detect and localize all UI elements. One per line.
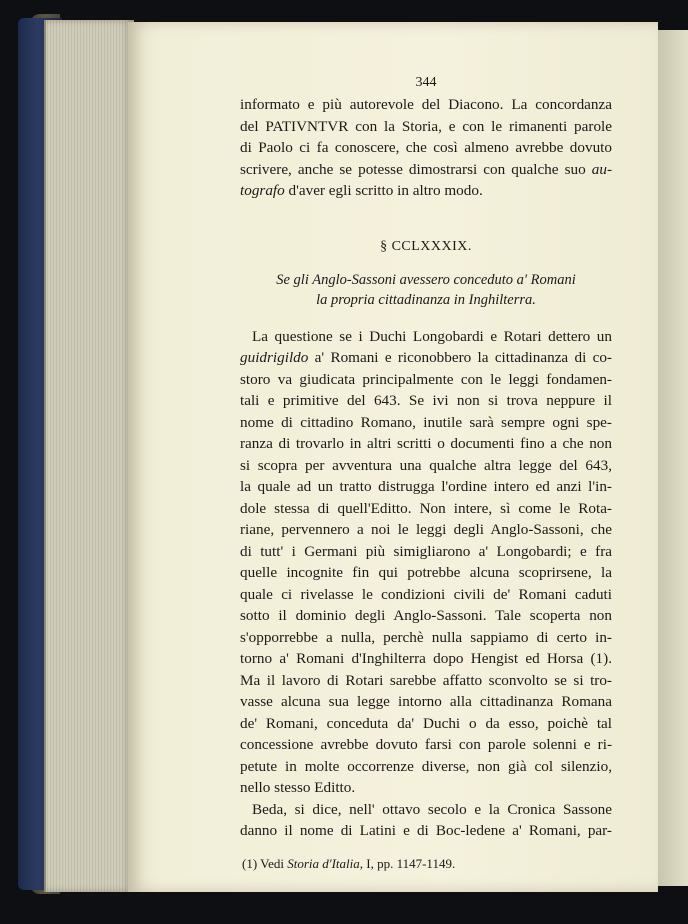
section-title-line: la propria cittadinanza in Inghilterra.: [316, 291, 536, 308]
text-line: [240, 180, 612, 202]
text-run: scrivere, anche se potesse dimostrarsi con qualche suo: [240, 160, 592, 178]
text-line: nome di cittadino Romano, inutile sarà sempre ogni spe-: [240, 413, 612, 431]
text-line: Ma il lavoro di Rotari sarebbe affatto sconvolto se si tro-: [240, 671, 612, 689]
italic-run: tografo: [240, 182, 285, 199]
text-line: de' Romani, conceduta da' Duchi o da esso, poichè tal: [240, 714, 612, 732]
section-heading: § CCLXXXIX.: [380, 238, 472, 254]
text-line: si scopra per avventura una qualche altra legge del 643,: [240, 456, 612, 474]
text-line: vasse alcuna sua legge intorno alla cittadinanza Romana: [240, 693, 612, 710]
text-run: d'aver egli scritto in altro modo.: [284, 182, 483, 199]
page-text: [240, 72, 612, 874]
text-line: concessione avrebbe dovuto farsi con parole solenni e ri-: [240, 736, 612, 753]
footnote-prefix: (1) Vedi: [242, 855, 288, 871]
footnote-rest: I, pp. 1147-1149.: [363, 855, 456, 871]
text-line: tali e primitive del 643. Se ivi non si trova neppure il: [240, 392, 612, 409]
facing-page-edge: [658, 30, 688, 886]
text-run: a' Romani e riconobbero la cittadinanza di co-: [308, 349, 612, 366]
text-line: s'opporrebbe a nulla, perchè nulla sappiamo di certo in-: [240, 628, 612, 646]
footnote-italic: Storia d'Italia,: [287, 855, 363, 871]
text-line: quelle incognite fin qui potrebbe alcuna scoprirsene, la: [240, 564, 612, 581]
text-line: torno a' Romani d'Inghilterra dopo Hengist ed Horsa (1).: [240, 650, 612, 667]
text-line: [240, 159, 612, 181]
paragraph-body: [240, 369, 612, 778]
text-line: informato e più autorevole del Diacono. La concordanza: [240, 96, 612, 113]
footnote: [240, 854, 612, 874]
text-line: dole stessa di quell'Editto. Non intere, sì come le Rota-: [240, 499, 612, 517]
text-line: storo va giudicata principalmente con le leggi fondamen-: [240, 370, 612, 388]
text-line: la quale ad un tratto distrugga l'ordine intero ed anzi l'in-: [240, 478, 612, 495]
text-line: nello stesso Editto.: [240, 779, 356, 796]
page-edges: [44, 20, 134, 892]
text-line: Beda, si dice, nell' ottavo secolo e la Cronica Sassone: [252, 800, 612, 818]
text-line: ranza di trovarlo in altri scritti o documenti fino a che non: [240, 435, 612, 452]
text-line: sotto il dominio degli Anglo-Sassoni. Tale scoperta non: [240, 607, 612, 624]
text-line: petute in molte occorrenze diverse, non già col silenzio,: [240, 757, 612, 775]
page-number: 344: [415, 75, 437, 90]
text-line: La questione se i Duchi Longobardi e Rotari dettero un: [252, 327, 612, 345]
text-run: del PATIVNTVR con la Storia, e con le rimanenti parole: [240, 117, 612, 135]
text-line: di Paolo ci fa conoscere, che così almeno avrebbe dovuto: [240, 139, 612, 156]
text-line: [240, 116, 612, 138]
text-line: quale ci rivelasse le condizioni civili de' Romani caduti: [240, 585, 612, 603]
text-line: di tutt' i Germani più simigliarono a' Longobardi; e fra: [240, 542, 612, 560]
text-line: riane, pervennero a noi le leggi degli Anglo-Sassoni, che: [240, 521, 612, 538]
text-line: [240, 347, 612, 369]
italic-run: au-: [591, 160, 612, 178]
section-title-line: Se gli Anglo-Sassoni avessero conceduto a' Romani: [276, 271, 576, 288]
italic-run: guidrigildo: [240, 349, 309, 366]
text-line: danno il nome di Latini e di Boc-ledene a' Romani, par-: [240, 822, 612, 839]
